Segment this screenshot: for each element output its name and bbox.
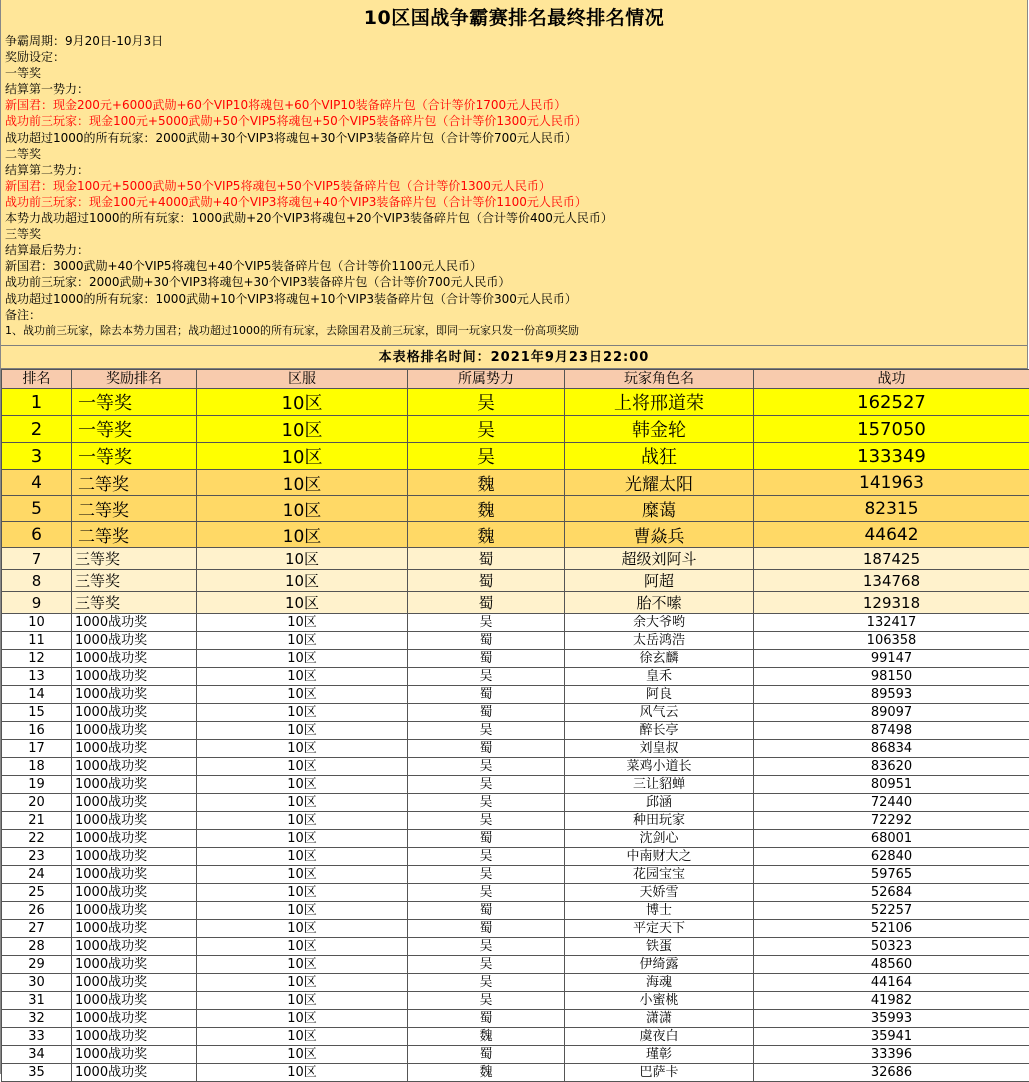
player-name-cell: 胎不嗦 <box>565 592 754 614</box>
player-name-cell: 余大爷哟 <box>565 614 754 632</box>
war-merit-cell: 141963 <box>754 470 1029 496</box>
rank-cell: 26 <box>2 902 72 920</box>
award-cell: 一等奖 <box>72 443 197 470</box>
award-cell: 1000战功奖 <box>72 704 197 722</box>
table-header-row <box>2 370 1029 389</box>
table-row <box>2 812 1029 830</box>
table-row <box>2 1046 1029 1064</box>
rank-cell: 19 <box>2 776 72 794</box>
table-row <box>2 740 1029 758</box>
zone-cell: 10区 <box>197 848 408 866</box>
faction-cell: 魏 <box>408 522 565 548</box>
player-name-cell: 刘皇叔 <box>565 740 754 758</box>
player-name-cell: 三让貂蝉 <box>565 776 754 794</box>
notes-text: 1、战功前三玩家，除去本势力国君；战功超过1000的所有玩家，去除国君及前三玩家，即同一玩家只发一份高项奖励 <box>5 323 1023 339</box>
award-cell: 二等奖 <box>72 522 197 548</box>
player-name-cell: 潇潇 <box>565 1010 754 1028</box>
rank-cell: 18 <box>2 758 72 776</box>
award-cell: 1000战功奖 <box>72 920 197 938</box>
rank-cell: 35 <box>2 1064 72 1082</box>
table-row <box>2 416 1029 443</box>
table-row <box>2 722 1029 740</box>
award-cell: 二等奖 <box>72 470 197 496</box>
war-merit-cell: 132417 <box>754 614 1029 632</box>
table-row <box>2 974 1029 992</box>
table-row <box>2 668 1029 686</box>
rule-line: 战功前三玩家：现金100元+4000武勋+40个VIP3将魂包+40个VIP3装备碎片包（合计等价1100元人民币） <box>5 194 1023 210</box>
player-name-cell: 徐玄麟 <box>565 650 754 668</box>
zone-cell: 10区 <box>197 592 408 614</box>
zone-cell: 10区 <box>197 548 408 570</box>
war-merit-cell: 59765 <box>754 866 1029 884</box>
table-row <box>2 650 1029 668</box>
faction-cell: 吴 <box>408 794 565 812</box>
table-row <box>2 866 1029 884</box>
player-name-cell: 糜蔼 <box>565 496 754 522</box>
faction-cell: 蜀 <box>408 830 565 848</box>
award-cell: 1000战功奖 <box>72 794 197 812</box>
faction-cell: 魏 <box>408 470 565 496</box>
table-row <box>2 1010 1029 1028</box>
rank-cell: 7 <box>2 548 72 570</box>
rank-cell: 32 <box>2 1010 72 1028</box>
rank-cell: 30 <box>2 974 72 992</box>
war-merit-cell: 157050 <box>754 416 1029 443</box>
table-row <box>2 470 1029 496</box>
rank-cell: 20 <box>2 794 72 812</box>
award-cell: 一等奖 <box>72 389 197 416</box>
rank-cell: 14 <box>2 686 72 704</box>
rule-line: 结算第二势力： <box>5 162 1023 178</box>
table-row <box>2 776 1029 794</box>
table-row <box>2 902 1029 920</box>
rank-cell: 25 <box>2 884 72 902</box>
rank-cell: 12 <box>2 650 72 668</box>
war-merit-cell: 35993 <box>754 1010 1029 1028</box>
player-name-cell: 小蜜桃 <box>565 992 754 1010</box>
war-merit-cell: 89097 <box>754 704 1029 722</box>
table-row <box>2 704 1029 722</box>
war-merit-cell: 106358 <box>754 632 1029 650</box>
player-name-cell: 曹焱兵 <box>565 522 754 548</box>
war-merit-cell: 52106 <box>754 920 1029 938</box>
rank-cell: 9 <box>2 592 72 614</box>
column-header-faction: 所属势力 <box>408 370 565 389</box>
player-name-cell: 花园宝宝 <box>565 866 754 884</box>
war-merit-cell: 162527 <box>754 389 1029 416</box>
award-cell: 1000战功奖 <box>72 938 197 956</box>
award-cell: 三等奖 <box>72 548 197 570</box>
rule-line: 战功超过1000的所有玩家：1000武勋+10个VIP3将魂包+10个VIP3装备碎片包（合计等价300元人民币） <box>5 291 1023 307</box>
zone-cell: 10区 <box>197 992 408 1010</box>
rank-cell: 11 <box>2 632 72 650</box>
column-header-player: 玩家角色名 <box>565 370 754 389</box>
zone-cell: 10区 <box>197 522 408 548</box>
rule-line: 战功前三玩家：2000武勋+30个VIP3将魂包+30个VIP3装备碎片包（合计等价700元人民币） <box>5 274 1023 290</box>
award-cell: 1000战功奖 <box>72 830 197 848</box>
faction-cell: 魏 <box>408 1064 565 1082</box>
player-name-cell: 博士 <box>565 902 754 920</box>
player-name-cell: 天娇雪 <box>565 884 754 902</box>
war-merit-cell: 33396 <box>754 1046 1029 1064</box>
rank-cell: 5 <box>2 496 72 522</box>
table-row <box>2 592 1029 614</box>
rule-line: 结算第一势力： <box>5 81 1023 97</box>
zone-cell: 10区 <box>197 902 408 920</box>
faction-cell: 吴 <box>408 776 565 794</box>
war-merit-cell: 72440 <box>754 794 1029 812</box>
rank-cell: 2 <box>2 416 72 443</box>
rank-cell: 13 <box>2 668 72 686</box>
award-cell: 1000战功奖 <box>72 866 197 884</box>
zone-cell: 10区 <box>197 443 408 470</box>
zone-cell: 10区 <box>197 650 408 668</box>
war-merit-cell: 80951 <box>754 776 1029 794</box>
player-name-cell: 韩金轮 <box>565 416 754 443</box>
ranking-table <box>1 369 1029 1082</box>
table-row <box>2 848 1029 866</box>
faction-cell: 魏 <box>408 496 565 522</box>
player-name-cell: 战狂 <box>565 443 754 470</box>
table-row <box>2 1064 1029 1082</box>
faction-cell: 吴 <box>408 956 565 974</box>
rank-cell: 34 <box>2 1046 72 1064</box>
award-cell: 三等奖 <box>72 570 197 592</box>
table-row <box>2 570 1029 592</box>
award-cell: 1000战功奖 <box>72 740 197 758</box>
war-merit-cell: 89593 <box>754 686 1029 704</box>
faction-cell: 吴 <box>408 416 565 443</box>
award-cell: 二等奖 <box>72 496 197 522</box>
war-merit-cell: 72292 <box>754 812 1029 830</box>
award-cell: 1000战功奖 <box>72 848 197 866</box>
war-merit-cell: 87498 <box>754 722 1029 740</box>
faction-cell: 吴 <box>408 389 565 416</box>
award-cell: 1000战功奖 <box>72 902 197 920</box>
faction-cell: 蜀 <box>408 920 565 938</box>
war-merit-cell: 99147 <box>754 650 1029 668</box>
award-cell: 1000战功奖 <box>72 956 197 974</box>
award-cell: 1000战功奖 <box>72 686 197 704</box>
award-cell: 1000战功奖 <box>72 776 197 794</box>
faction-cell: 吴 <box>408 758 565 776</box>
faction-cell: 蜀 <box>408 650 565 668</box>
zone-cell: 10区 <box>197 389 408 416</box>
rule-line: 二等奖 <box>5 146 1023 162</box>
player-name-cell: 巴萨卡 <box>565 1064 754 1082</box>
player-name-cell: 邱涵 <box>565 794 754 812</box>
rank-cell: 29 <box>2 956 72 974</box>
zone-cell: 10区 <box>197 884 408 902</box>
war-merit-cell: 133349 <box>754 443 1029 470</box>
zone-cell: 10区 <box>197 812 408 830</box>
war-merit-cell: 50323 <box>754 938 1029 956</box>
award-cell: 1000战功奖 <box>72 992 197 1010</box>
rule-line: 战功前三玩家：现金100元+5000武勋+50个VIP5将魂包+50个VIP5装备碎片包（合计等价1300元人民币） <box>5 113 1023 129</box>
war-merit-cell: 62840 <box>754 848 1029 866</box>
faction-cell: 蜀 <box>408 740 565 758</box>
zone-cell: 10区 <box>197 1064 408 1082</box>
player-name-cell: 沈剑心 <box>565 830 754 848</box>
zone-cell: 10区 <box>197 866 408 884</box>
zone-cell: 10区 <box>197 1010 408 1028</box>
table-row <box>2 956 1029 974</box>
zone-cell: 10区 <box>197 794 408 812</box>
player-name-cell: 虞夜白 <box>565 1028 754 1046</box>
player-name-cell: 菜鸡小道长 <box>565 758 754 776</box>
rank-cell: 10 <box>2 614 72 632</box>
zone-cell: 10区 <box>197 496 408 522</box>
faction-cell: 蜀 <box>408 548 565 570</box>
faction-cell: 吴 <box>408 992 565 1010</box>
player-name-cell: 光耀太阳 <box>565 470 754 496</box>
rank-cell: 22 <box>2 830 72 848</box>
war-merit-cell: 44164 <box>754 974 1029 992</box>
war-merit-cell: 44642 <box>754 522 1029 548</box>
rule-line: 新国君：现金100元+5000武勋+50个VIP5将魂包+50个VIP5装备碎片包（合计等价1300元人民币） <box>5 178 1023 194</box>
faction-cell: 吴 <box>408 848 565 866</box>
rule-line: 结算最后势力： <box>5 242 1023 258</box>
column-header-power: 战功 <box>754 370 1029 389</box>
rank-cell: 27 <box>2 920 72 938</box>
award-cell: 1000战功奖 <box>72 722 197 740</box>
table-row <box>2 686 1029 704</box>
faction-cell: 吴 <box>408 443 565 470</box>
faction-cell: 蜀 <box>408 592 565 614</box>
rank-cell: 33 <box>2 1028 72 1046</box>
war-merit-cell: 86834 <box>754 740 1029 758</box>
player-name-cell: 醉长亭 <box>565 722 754 740</box>
zone-cell: 10区 <box>197 570 408 592</box>
war-merit-cell: 68001 <box>754 830 1029 848</box>
player-name-cell: 超级刘阿斗 <box>565 548 754 570</box>
rank-cell: 21 <box>2 812 72 830</box>
award-cell: 1000战功奖 <box>72 1010 197 1028</box>
rule-line: 一等奖 <box>5 65 1023 81</box>
table-row <box>2 794 1029 812</box>
zone-cell: 10区 <box>197 920 408 938</box>
rules-header <box>1 0 1027 346</box>
faction-cell: 吴 <box>408 812 565 830</box>
faction-cell: 吴 <box>408 938 565 956</box>
faction-cell: 蜀 <box>408 570 565 592</box>
ranking-rows <box>2 389 1029 1082</box>
faction-cell: 吴 <box>408 866 565 884</box>
rank-cell: 28 <box>2 938 72 956</box>
player-name-cell: 阿良 <box>565 686 754 704</box>
award-cell: 1000战功奖 <box>72 758 197 776</box>
zone-cell: 10区 <box>197 668 408 686</box>
table-row <box>2 938 1029 956</box>
faction-cell: 蜀 <box>408 1010 565 1028</box>
award-cell: 1000战功奖 <box>72 614 197 632</box>
column-header-rank: 排名 <box>2 370 72 389</box>
table-row <box>2 548 1029 570</box>
zone-cell: 10区 <box>197 740 408 758</box>
table-row <box>2 522 1029 548</box>
award-cell: 1000战功奖 <box>72 668 197 686</box>
war-merit-cell: 32686 <box>754 1064 1029 1082</box>
award-cell: 1000战功奖 <box>72 1028 197 1046</box>
player-name-cell: 中南财大之 <box>565 848 754 866</box>
table-row <box>2 632 1029 650</box>
faction-cell: 蜀 <box>408 686 565 704</box>
faction-cell: 吴 <box>408 884 565 902</box>
war-merit-cell: 82315 <box>754 496 1029 522</box>
faction-cell: 蜀 <box>408 704 565 722</box>
rank-cell: 24 <box>2 866 72 884</box>
rank-cell: 4 <box>2 470 72 496</box>
zone-cell: 10区 <box>197 704 408 722</box>
table-row <box>2 496 1029 522</box>
zone-cell: 10区 <box>197 722 408 740</box>
rule-line: 战功超过1000的所有玩家：2000武勋+30个VIP3将魂包+30个VIP3装备碎片包（合计等价700元人民币） <box>5 130 1023 146</box>
table-row <box>2 758 1029 776</box>
table-row <box>2 614 1029 632</box>
zone-cell: 10区 <box>197 614 408 632</box>
zone-cell: 10区 <box>197 1028 408 1046</box>
award-cell: 1000战功奖 <box>72 884 197 902</box>
page-title: 10区国战争霸赛排名最终排名情况 <box>5 0 1023 33</box>
rule-line: 备注： <box>5 307 1023 323</box>
rule-line: 三等奖 <box>5 226 1023 242</box>
faction-cell: 蜀 <box>408 902 565 920</box>
rule-line: 本势力战功超过1000的所有玩家：1000武勋+20个VIP3将魂包+20个VIP3装备碎片包（合计等价400元人民币） <box>5 210 1023 226</box>
zone-cell: 10区 <box>197 470 408 496</box>
player-name-cell: 上将邢道荣 <box>565 389 754 416</box>
ranking-timestamp: 本表格排名时间：2021年9月23日22:00 <box>1 346 1027 369</box>
war-merit-cell: 98150 <box>754 668 1029 686</box>
player-name-cell: 伊绮露 <box>565 956 754 974</box>
rule-line: 新国君：3000武勋+40个VIP5将魂包+40个VIP5装备碎片包（合计等价1100元人民币） <box>5 258 1023 274</box>
zone-cell: 10区 <box>197 776 408 794</box>
award-cell: 1000战功奖 <box>72 1064 197 1082</box>
rank-cell: 1 <box>2 389 72 416</box>
player-name-cell: 铁蛋 <box>565 938 754 956</box>
rank-cell: 15 <box>2 704 72 722</box>
award-cell: 一等奖 <box>72 416 197 443</box>
table-row <box>2 1028 1029 1046</box>
faction-cell: 魏 <box>408 1028 565 1046</box>
war-merit-cell: 129318 <box>754 592 1029 614</box>
zone-cell: 10区 <box>197 938 408 956</box>
player-name-cell: 种田玩家 <box>565 812 754 830</box>
award-cell: 1000战功奖 <box>72 632 197 650</box>
player-name-cell: 阿超 <box>565 570 754 592</box>
rank-cell: 6 <box>2 522 72 548</box>
zone-cell: 10区 <box>197 830 408 848</box>
rank-cell: 16 <box>2 722 72 740</box>
award-cell: 1000战功奖 <box>72 650 197 668</box>
war-merit-cell: 134768 <box>754 570 1029 592</box>
rank-cell: 3 <box>2 443 72 470</box>
zone-cell: 10区 <box>197 1046 408 1064</box>
faction-cell: 吴 <box>408 722 565 740</box>
war-merit-cell: 52684 <box>754 884 1029 902</box>
war-merit-cell: 48560 <box>754 956 1029 974</box>
table-row <box>2 389 1029 416</box>
player-name-cell: 皇禾 <box>565 668 754 686</box>
player-name-cell: 瑾彰 <box>565 1046 754 1064</box>
reward-rules <box>5 33 1023 323</box>
war-merit-cell: 41982 <box>754 992 1029 1010</box>
zone-cell: 10区 <box>197 974 408 992</box>
zone-cell: 10区 <box>197 416 408 443</box>
player-name-cell: 海魂 <box>565 974 754 992</box>
table-row <box>2 920 1029 938</box>
award-cell: 1000战功奖 <box>72 812 197 830</box>
player-name-cell: 平定天下 <box>565 920 754 938</box>
rank-cell: 17 <box>2 740 72 758</box>
table-row <box>2 830 1029 848</box>
rule-line: 新国君：现金200元+6000武勋+60个VIP10将魂包+60个VIP10装备碎片包（合计等价1700元人民币） <box>5 97 1023 113</box>
table-row <box>2 443 1029 470</box>
rank-cell: 31 <box>2 992 72 1010</box>
player-name-cell: 风气云 <box>565 704 754 722</box>
zone-cell: 10区 <box>197 632 408 650</box>
faction-cell: 吴 <box>408 668 565 686</box>
column-header-award: 奖励排名 <box>72 370 197 389</box>
faction-cell: 蜀 <box>408 632 565 650</box>
award-cell: 三等奖 <box>72 592 197 614</box>
war-merit-cell: 187425 <box>754 548 1029 570</box>
faction-cell: 蜀 <box>408 1046 565 1064</box>
faction-cell: 吴 <box>408 614 565 632</box>
rule-line: 争霸周期：9月20日-10月3日 <box>5 33 1023 49</box>
faction-cell: 吴 <box>408 974 565 992</box>
war-merit-cell: 52257 <box>754 902 1029 920</box>
war-merit-cell: 83620 <box>754 758 1029 776</box>
zone-cell: 10区 <box>197 956 408 974</box>
award-cell: 1000战功奖 <box>72 974 197 992</box>
rank-cell: 23 <box>2 848 72 866</box>
table-row <box>2 884 1029 902</box>
award-cell: 1000战功奖 <box>72 1046 197 1064</box>
zone-cell: 10区 <box>197 686 408 704</box>
zone-cell: 10区 <box>197 758 408 776</box>
war-merit-cell: 35941 <box>754 1028 1029 1046</box>
column-header-zone: 区服 <box>197 370 408 389</box>
table-row <box>2 992 1029 1010</box>
player-name-cell: 太岳鸿浩 <box>565 632 754 650</box>
rule-line: 奖励设定： <box>5 49 1023 65</box>
rank-cell: 8 <box>2 570 72 592</box>
